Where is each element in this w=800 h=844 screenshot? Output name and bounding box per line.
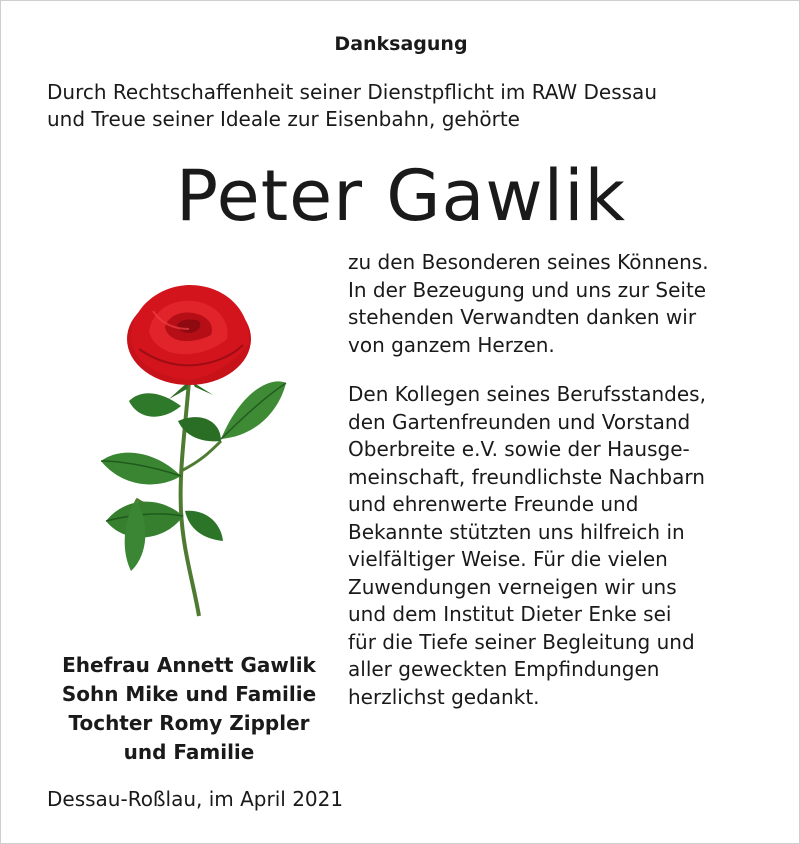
message-body (348, 249, 788, 711)
text-line: aller geweckten Empfindungen (348, 657, 660, 681)
text-line: von ganzem Herzen. (348, 332, 555, 357)
text-line: den Gartenfreunden und Vorstand (348, 409, 691, 434)
paragraph-2 (348, 381, 788, 711)
intro-line: Durch Rechtschaffenheit seiner Dienstpflicht im RAW Dessau (47, 80, 657, 104)
text-line: herzlichst gedankt. (348, 684, 540, 709)
notice-heading: Danksagung (334, 33, 468, 55)
text-line: Oberbreite e.V. sowie der Hausge- (348, 437, 690, 461)
intro-line: und Treue seiner Ideale zur Eisenbahn, gehörte (47, 107, 520, 131)
family-line: und Familie (123, 740, 255, 764)
paragraph-1 (348, 249, 788, 359)
red-rose-image (81, 271, 301, 621)
text-line: und dem Institut Dieter Enke sei (348, 602, 672, 626)
family-signatures (39, 651, 339, 767)
text-line: vielfältiger Weise. Für die vielen (348, 547, 668, 571)
text-line: für die Tiefe seiner Begleitung und (348, 629, 695, 654)
family-line: Tochter Romy Zippler (68, 711, 310, 735)
text-line: Den Kollegen seines Berufsstandes, (348, 382, 706, 406)
family-line: Ehefrau Annett Gawlik (62, 653, 316, 677)
text-line: In der Bezeugung und uns zur Seite (348, 277, 707, 302)
place-and-date: Dessau-Roßlau, im April 2021 (47, 787, 344, 811)
text-line: meinschaft, freundlichste Nachbarn (348, 464, 705, 489)
deceased-name: Peter Gawlik (175, 155, 627, 237)
text-line: zu den Besonderen seines Könnens. (348, 250, 709, 274)
text-line: und ehrenwerte Freunde und (348, 492, 639, 516)
text-line: Zuwendungen verneigen wir uns (348, 574, 677, 599)
text-line: Bekannte stützten uns hilfreich in (348, 519, 685, 544)
intro-text (47, 79, 777, 133)
family-line: Sohn Mike und Familie (61, 682, 317, 706)
text-line: stehenden Verwandten danken wir (348, 305, 697, 329)
